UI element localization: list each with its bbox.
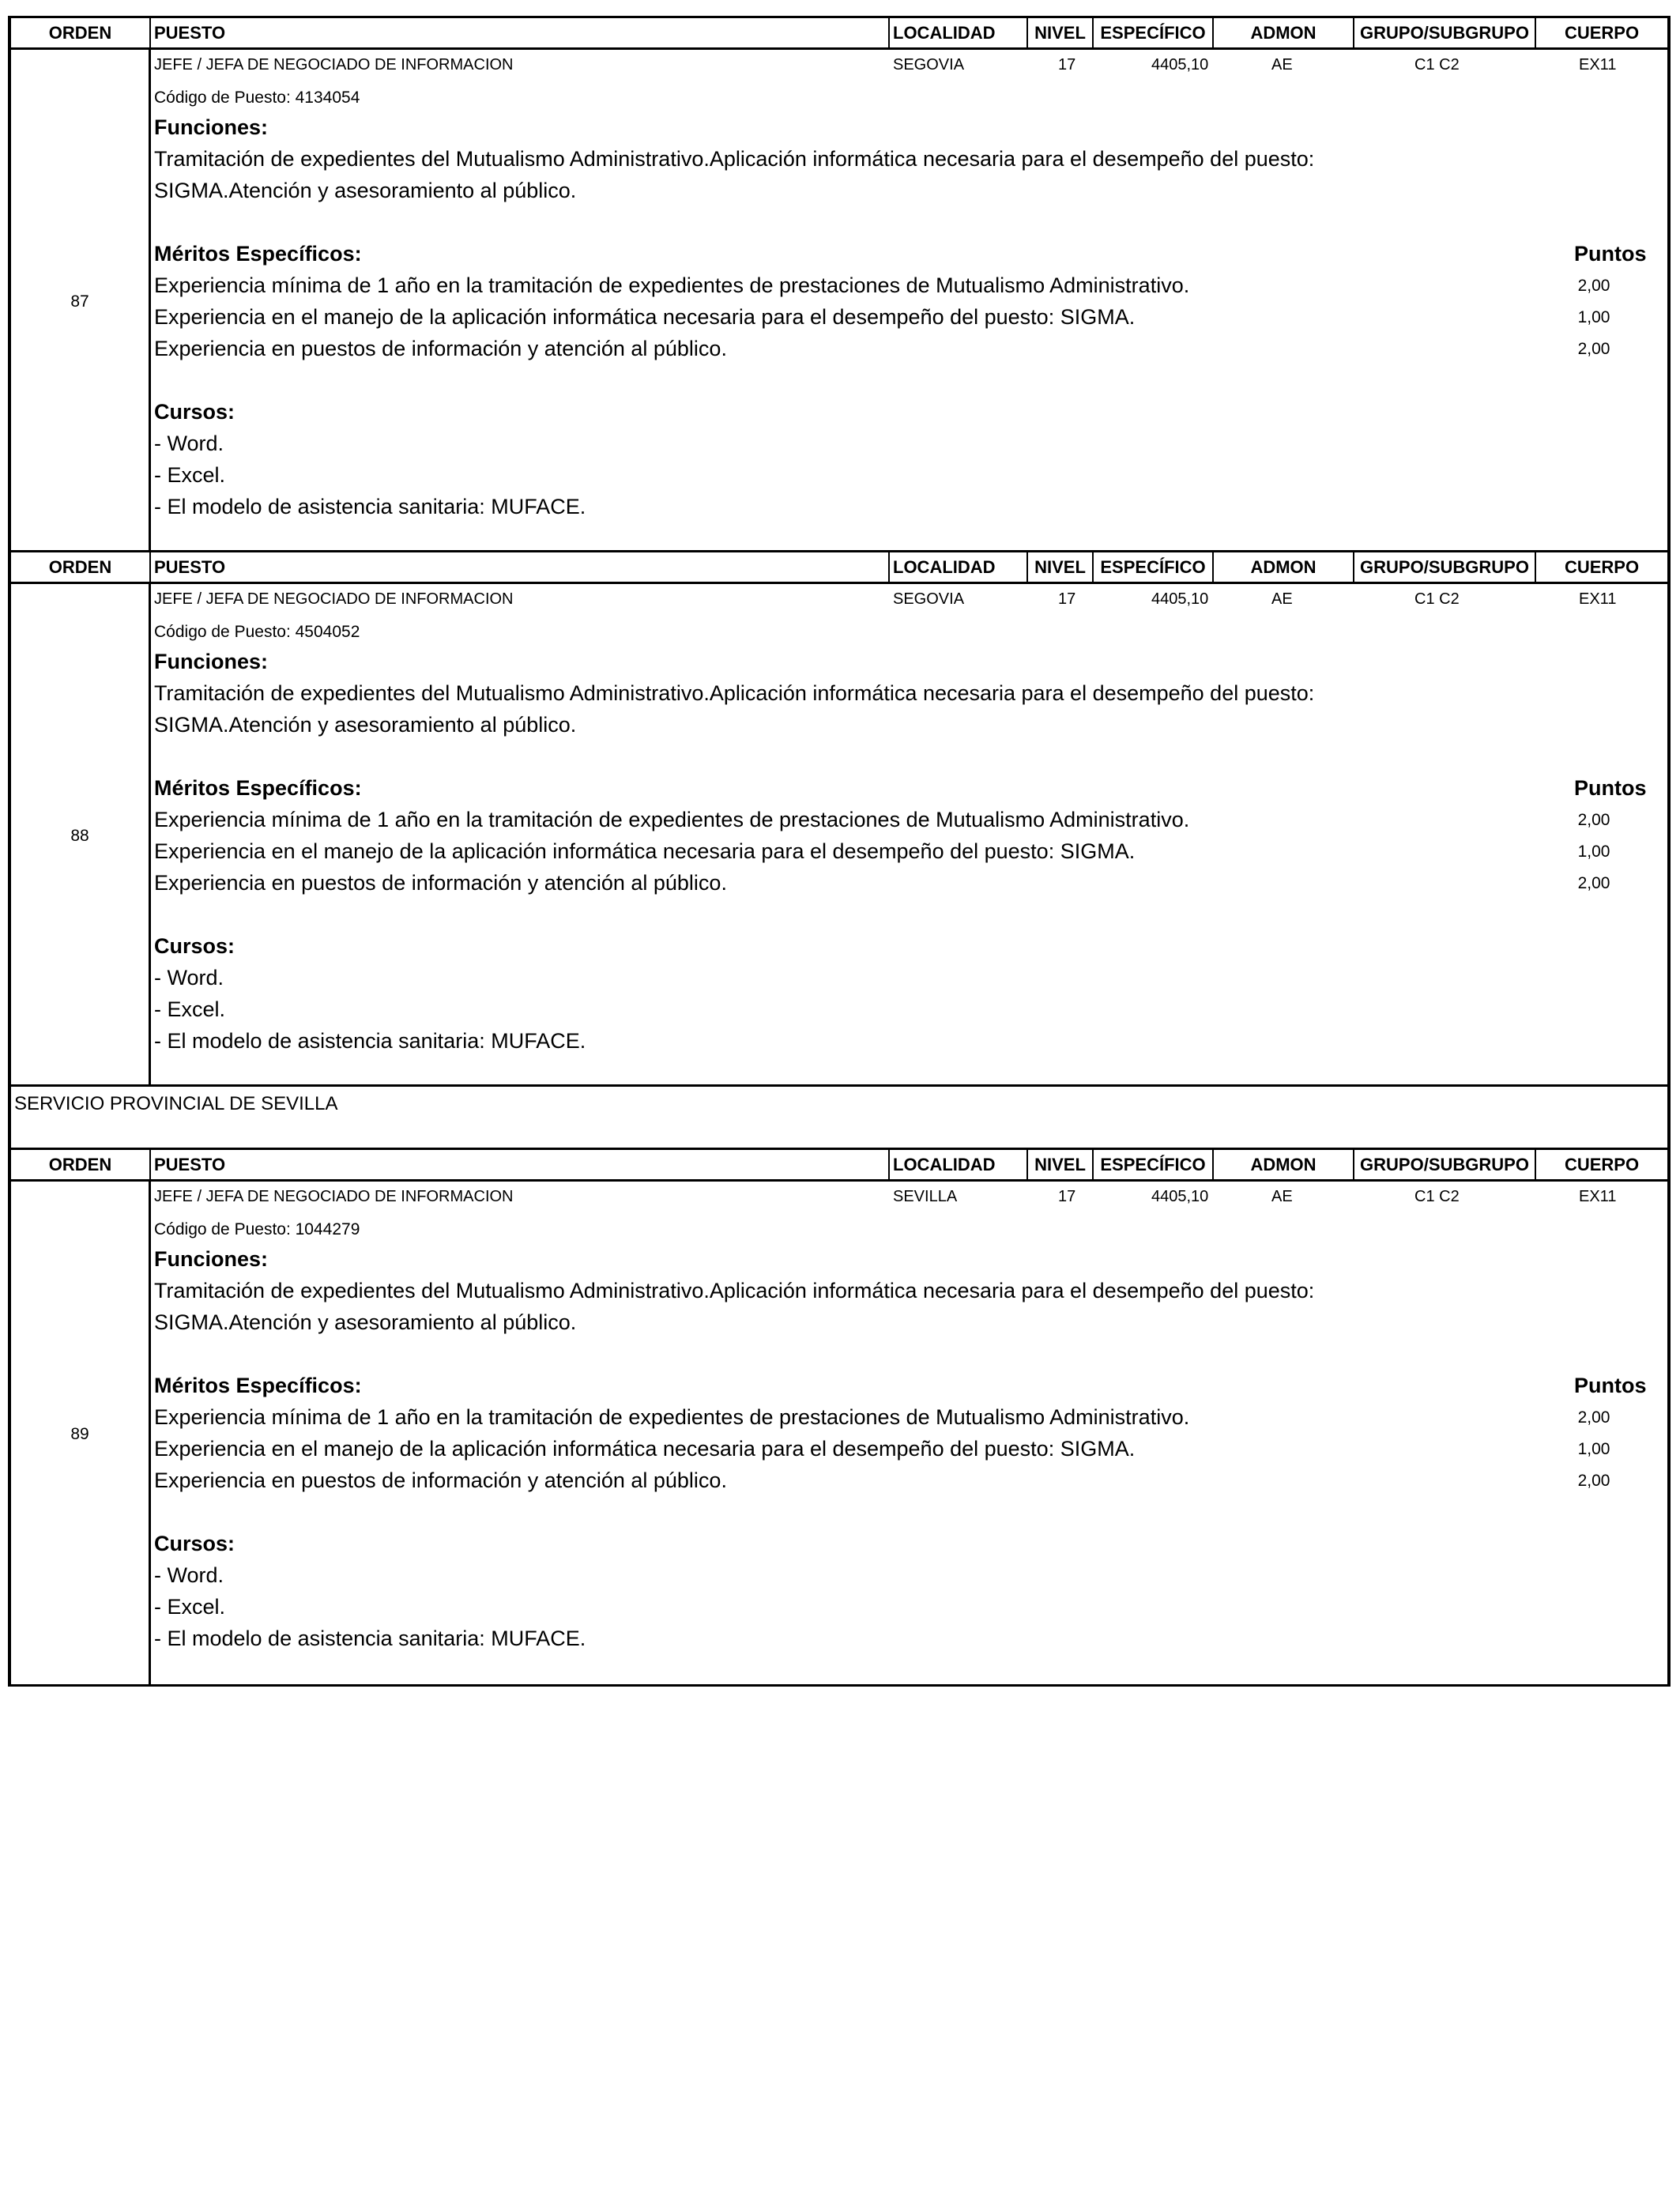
header-localidad: LOCALIDAD [890,552,1028,582]
header-especifico: ESPECÍFICO [1094,552,1214,582]
entry-cuerpo: EX11 [1579,56,1617,74]
merito-puntos: 2,00 [1577,277,1610,295]
entry-orden: 87 [11,50,151,550]
entry-codigo: Código de Puesto: 4504052 [154,623,360,641]
funciones-label: Funciones: [154,650,269,673]
entry-nivel: 17 [1058,590,1076,608]
header-nivel: NIVEL [1028,1150,1094,1179]
entry-body [151,50,1667,550]
table-header [11,18,1667,50]
merito-puntos: 2,00 [1577,1472,1610,1490]
curso-item: - Word. [154,432,224,455]
cursos-label: Cursos: [154,400,235,424]
entry-localidad: SEGOVIA [893,590,965,608]
curso-item: - Excel. [154,1595,226,1619]
merito-text: Experiencia en puestos de información y atención al público. [154,337,727,360]
entry-body [151,584,1667,1084]
meritos-label: Méritos Específicos: [154,242,362,266]
merito-text: Experiencia en el manejo de la aplicación informática necesaria para el desempeño del puesto: SIGMA. [154,839,1136,863]
header-especifico: ESPECÍFICO [1094,18,1214,47]
entry-localidad: SEGOVIA [893,56,965,74]
header-admon: ADMON [1214,1150,1354,1179]
header-cuerpo: CUERPO [1564,556,1640,577]
merito-puntos: 2,00 [1577,874,1610,892]
header-cuerpo: CUERPO [1564,22,1640,43]
funciones-label: Funciones: [154,115,269,139]
funciones-text: SIGMA.Atención y asesoramiento al público. [154,1310,577,1334]
header-localidad: LOCALIDAD [890,1150,1028,1179]
entry-codigo: Código de Puesto: 4134054 [154,89,360,107]
merito-puntos: 1,00 [1577,843,1610,861]
header-admon: ADMON [1214,18,1354,47]
merito-text: Experiencia mínima de 1 año en la tramitación de expedientes de prestaciones de Mutualismo Administrativo. [154,808,1190,831]
table-header [11,552,1667,584]
entry-grupo: C1 C2 [1414,1188,1460,1205]
entry-nivel: 17 [1058,1188,1076,1205]
header-orden: ORDEN [11,1150,151,1179]
curso-item: - El modelo de asistencia sanitaria: MUFACE. [154,495,586,518]
entry-puesto: JEFE / JEFA DE NEGOCIADO DE INFORMACION [154,56,514,74]
entry-localidad: SEVILLA [893,1188,958,1205]
entry-admon: AE [1271,590,1293,608]
entry-especifico: 4405,10 [1151,56,1209,74]
header-grupo: GRUPO/SUBGRUPO [1354,18,1536,47]
header-nivel: NIVEL [1028,552,1094,582]
job-listing-document [8,16,1671,1687]
job-entry [11,1182,1667,1684]
header-puesto: PUESTO [151,552,890,582]
entry-puesto: JEFE / JEFA DE NEGOCIADO DE INFORMACION [154,590,514,608]
funciones-label: Funciones: [154,1247,269,1271]
curso-item: - El modelo de asistencia sanitaria: MUFACE. [154,1029,586,1053]
cursos-label: Cursos: [154,934,235,958]
entry-orden: 88 [11,584,151,1084]
puntos-label: Puntos [1574,242,1647,266]
curso-item: - Word. [154,1563,224,1587]
merito-puntos: 2,00 [1577,1408,1610,1427]
merito-text: Experiencia en el manejo de la aplicación informática necesaria para el desempeño del puesto: SIGMA. [154,305,1136,329]
merito-text: Experiencia en puestos de información y atención al público. [154,871,727,895]
entry-grupo: C1 C2 [1414,56,1460,74]
entry-especifico: 4405,10 [1151,1188,1209,1205]
header-orden: ORDEN [11,552,151,582]
entry-puesto: JEFE / JEFA DE NEGOCIADO DE INFORMACION [154,1188,514,1205]
merito-puntos: 1,00 [1577,308,1610,326]
header-cuerpo: CUERPO [1564,1154,1640,1174]
funciones-text: SIGMA.Atención y asesoramiento al público. [154,713,577,737]
header-puesto: PUESTO [151,18,890,47]
entry-cuerpo: EX11 [1579,590,1617,608]
table-header [11,1150,1667,1182]
header-admon: ADMON [1214,552,1354,582]
curso-item: - El modelo de asistencia sanitaria: MUFACE. [154,1627,586,1650]
curso-item: - Excel. [154,463,226,487]
merito-puntos: 2,00 [1577,811,1610,829]
header-orden: ORDEN [11,18,151,47]
meritos-label: Méritos Específicos: [154,776,362,800]
header-puesto: PUESTO [151,1150,890,1179]
section-title-row [11,1087,1667,1150]
header-grupo: GRUPO/SUBGRUPO [1354,1150,1536,1179]
header-especifico: ESPECÍFICO [1094,1150,1214,1179]
merito-text: Experiencia mínima de 1 año en la tramitación de expedientes de prestaciones de Mutualismo Administrativo. [154,273,1190,297]
curso-item: - Word. [154,966,224,990]
merito-text: Experiencia mínima de 1 año en la tramitación de expedientes de prestaciones de Mutualismo Administrativo. [154,1405,1190,1429]
cursos-label: Cursos: [154,1532,235,1555]
merito-puntos: 2,00 [1577,340,1610,358]
entry-admon: AE [1271,1188,1293,1205]
puntos-label: Puntos [1574,1374,1647,1397]
entry-especifico: 4405,10 [1151,590,1209,608]
meritos-label: Méritos Específicos: [154,1374,362,1397]
merito-text: Experiencia en puestos de información y atención al público. [154,1468,727,1492]
entry-body [151,1182,1667,1684]
entry-codigo: Código de Puesto: 1044279 [154,1220,360,1238]
header-grupo: GRUPO/SUBGRUPO [1354,552,1536,582]
puntos-label: Puntos [1574,776,1647,800]
funciones-text: SIGMA.Atención y asesoramiento al público. [154,179,577,202]
merito-puntos: 1,00 [1577,1440,1610,1458]
job-entry [11,584,1667,1087]
funciones-text: Tramitación de expedientes del Mutualismo Administrativo.Aplicación informática necesaria para el desempeño del puesto: [154,681,1315,705]
header-localidad: LOCALIDAD [890,18,1028,47]
job-entry [11,50,1667,552]
entry-grupo: C1 C2 [1414,590,1460,608]
entry-admon: AE [1271,56,1293,74]
curso-item: - Excel. [154,997,226,1021]
section-title: SERVICIO PROVINCIAL DE SEVILLA [14,1093,338,1114]
funciones-text: Tramitación de expedientes del Mutualismo Administrativo.Aplicación informática necesaria para el desempeño del puesto: [154,147,1315,171]
entry-orden: 89 [11,1182,151,1684]
header-nivel: NIVEL [1028,18,1094,47]
entry-nivel: 17 [1058,56,1076,74]
merito-text: Experiencia en el manejo de la aplicación informática necesaria para el desempeño del puesto: SIGMA. [154,1437,1136,1461]
entry-cuerpo: EX11 [1579,1188,1617,1205]
funciones-text: Tramitación de expedientes del Mutualismo Administrativo.Aplicación informática necesaria para el desempeño del puesto: [154,1279,1315,1302]
